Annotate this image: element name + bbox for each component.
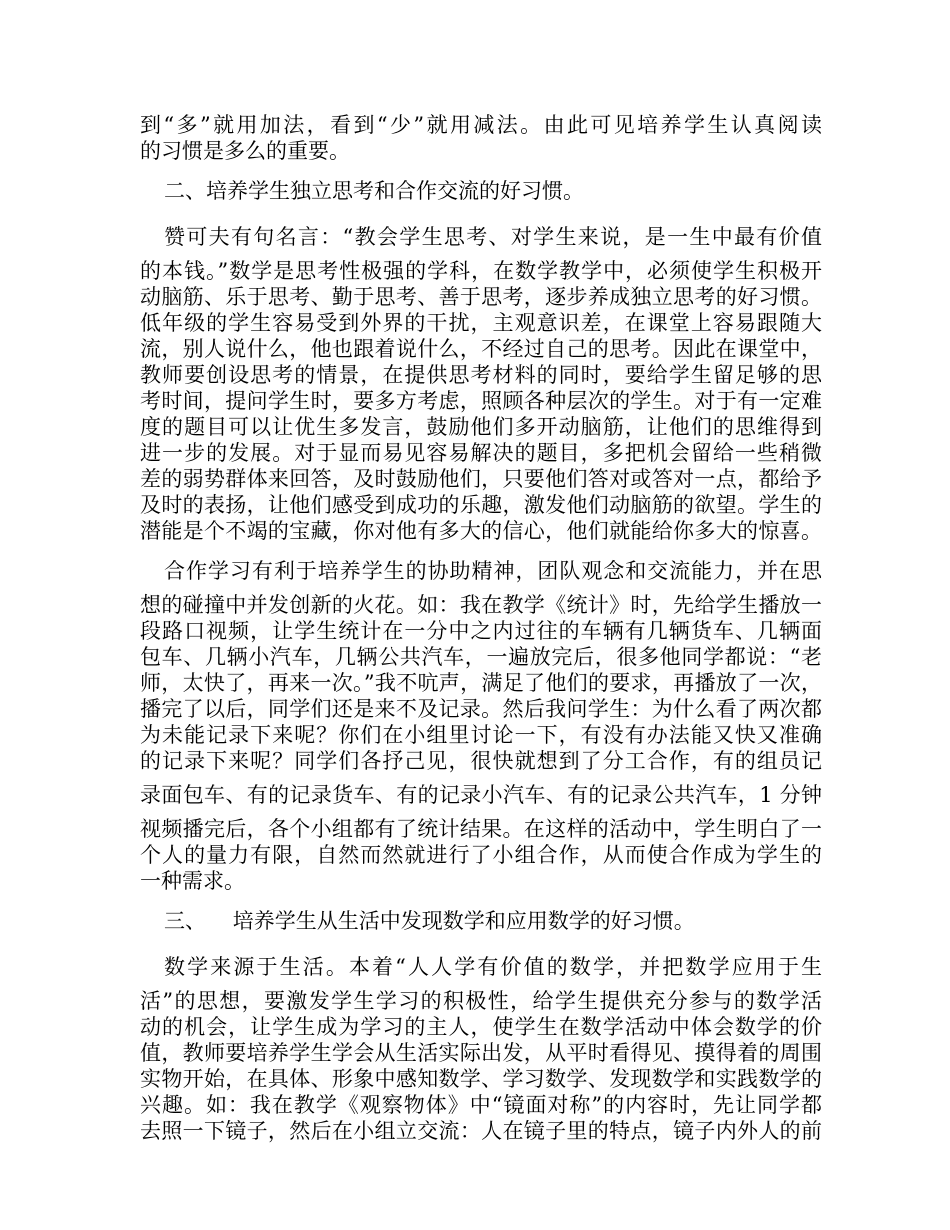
text-line: 的本钱。”数学是思考性极强的学科，在数学教学中，必须使学生积极开	[140, 259, 822, 283]
text-line: 低年级的学生容易受到外界的干扰，主观意识差，在课堂上容易跟随大	[140, 311, 822, 335]
text-line: 进一步的发展。对于显而易见容易解决的题目，多把机会留给一些稍微	[140, 441, 822, 465]
text-line: 动脑筋、乐于思考、勤于思考、善于思考，逐步养成独立思考的好习惯。	[140, 285, 822, 309]
text-line: 教师要创设思考的情景，在提供思考材料的同时，要给学生留足够的思	[140, 363, 822, 387]
text-line: 一种需求。	[140, 869, 245, 893]
text-line: 实物开始，在具体、形象中感知数学、学习数学、发现数学和实践数学的	[140, 1067, 822, 1091]
text-line: 录面包车、有的记录货车、有的记录小汽车、有的记录公共汽车，1 分钟	[140, 783, 822, 807]
text-line: 段路口视频，让学生统计在一分中之内过往的车辆有几辆货车、几辆面	[140, 619, 822, 643]
section-heading: 二、培养学生独立思考和合作交流的好习惯。	[164, 179, 584, 203]
text-line: 流，别人说什么，他也跟着说什么，不经过自己的思考。因此在课堂中，	[140, 337, 822, 361]
text-line: 潜能是个不竭的宝藏，你对他有多大的信心，他们就能给你多大的惊喜。	[140, 519, 822, 543]
document-page	[140, 112, 822, 1144]
text-line: 及时的表扬，让他们感受到成功的乐趣，激发他们动脑筋的欲望。学生的	[140, 493, 822, 517]
text-line: 为未能记录下来呢？你们在小组里讨论一下，有没有办法能又快又准确	[140, 723, 822, 747]
text-line: 播完了以后，同学们还是来不及记录。然后我问学生：为什么看了两次都	[140, 697, 822, 721]
text-line: 数学来源于生活。本着“人人学有价值的数学，并把数学应用于生	[164, 955, 822, 979]
text-line: 动的机会，让学生成为学习的主人，使学生在数学活动中体会数学的价	[140, 1015, 822, 1039]
text-line: 视频播完后，各个小组都有了统计结果。在这样的活动中，学生明白了一	[140, 817, 822, 841]
text-line: 赞可夫有句名言：“教会学生思考、对学生来说，是一生中最有价值	[164, 225, 822, 249]
text-line: 到“多”就用加法，看到“少”就用减法。由此可见培养学生认真阅读	[140, 113, 822, 137]
text-line: 活”的思想，要激发学生学习的积极性，给学生提供充分参与的数学活	[140, 989, 822, 1013]
text-line: 包车、几辆小汽车，几辆公共汽车，一遍放完后，很多他同学都说：“老	[140, 645, 822, 669]
text-line: 度的题目可以让优生多发言，鼓励他们多开动脑筋，让他们的思维得到	[140, 415, 822, 439]
text-line: 去照一下镜子，然后在小组立交流：人在镜子里的特点，镜子内外人的前	[140, 1119, 822, 1143]
text-line: 兴趣。如：我在教学《观察物体》中“镜面对称”的内容时，先让同学都	[140, 1093, 822, 1117]
text-line: 值，教师要培养学生学会从生活实际出发，从平时看得见、摸得着的周围	[140, 1041, 822, 1065]
text-line: 考时间，提问学生时，要多方考虑，照顾各种层次的学生。对于有一定难	[140, 389, 822, 413]
text-line: 师，太快了，再来一次。”我不吭声，满足了他们的要求，再播放了一次，	[140, 671, 822, 695]
text-line: 合作学习有利于培养学生的协助精神，团队观念和交流能力，并在思	[164, 559, 822, 583]
text-line: 的习惯是多么的重要。	[140, 139, 350, 163]
text-line: 想的碰撞中并发创新的火花。如：我在教学《统计》时，先给学生播放一	[140, 593, 822, 617]
text-line: 差的弱势群体来回答，及时鼓励他们，只要他们答对或答对一点，都给予	[140, 467, 822, 491]
section-heading: 三、 培养学生从生活中发现数学和应用数学的好习惯。	[164, 909, 695, 933]
text-line: 个人的量力有限，自然而然就进行了小组合作，从而使合作成为学生的	[140, 843, 822, 867]
text-line: 的记录下来呢？同学们各抒己见，很快就想到了分工合作，有的组员记	[140, 749, 822, 773]
